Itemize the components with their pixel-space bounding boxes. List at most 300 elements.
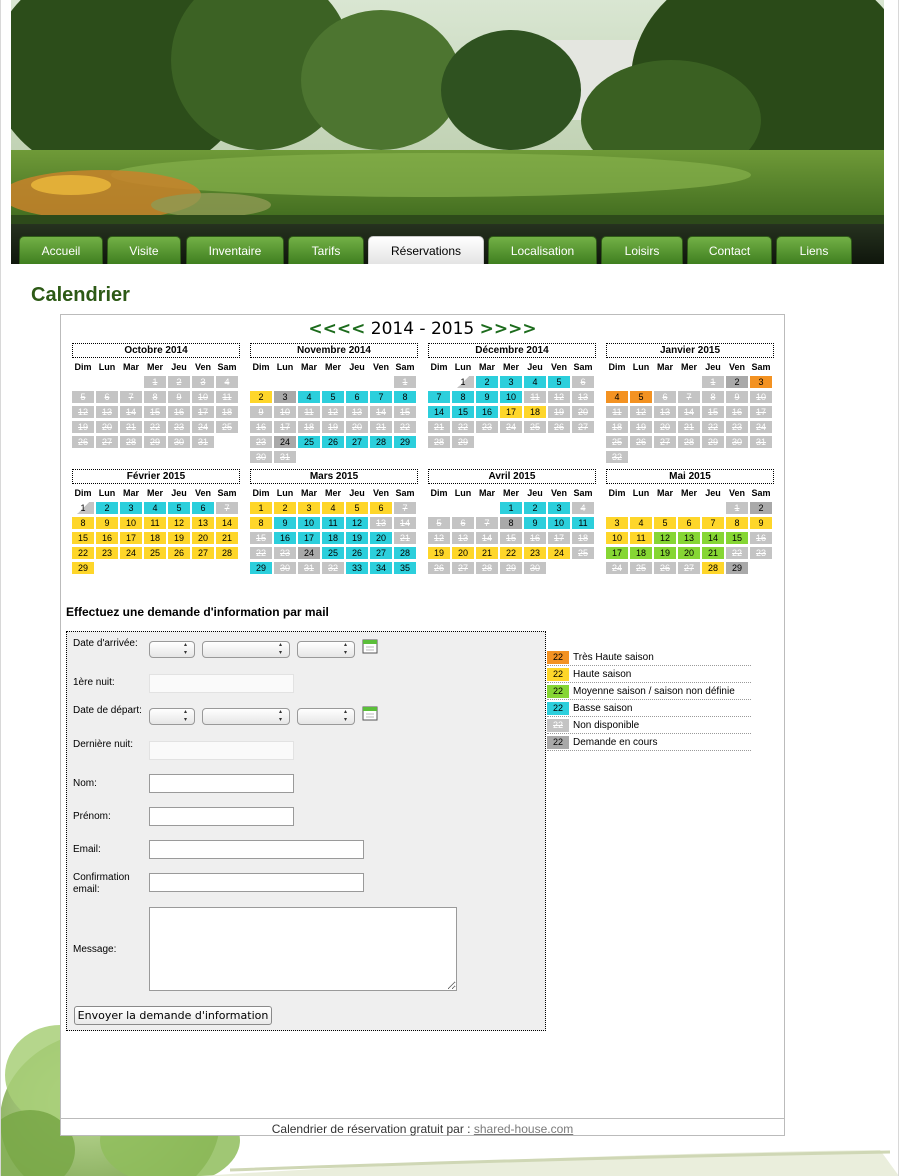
legend-label: Non disponible bbox=[573, 719, 640, 731]
day-cell[interactable]: 8 bbox=[144, 391, 166, 403]
day-cell[interactable]: 30 bbox=[524, 562, 546, 574]
day-cell[interactable]: 13 bbox=[192, 517, 214, 529]
weekday-header: Jeu bbox=[527, 488, 543, 498]
day-cell[interactable]: 10 bbox=[192, 391, 214, 403]
day-cell[interactable]: 29 bbox=[726, 562, 748, 574]
day-cell[interactable]: 4 bbox=[144, 502, 166, 514]
day-cell[interactable]: 2 bbox=[524, 502, 546, 514]
month-calendar bbox=[72, 469, 240, 574]
weekday-header: Dim bbox=[252, 488, 270, 498]
nav-tab-accueil[interactable]: Accueil bbox=[19, 236, 103, 264]
day-cell[interactable]: 3 bbox=[298, 502, 320, 514]
day-cell[interactable]: 13 bbox=[452, 532, 474, 544]
day-cell[interactable]: 8 bbox=[250, 517, 272, 529]
day-cell[interactable]: 19 bbox=[428, 547, 450, 559]
day-cell[interactable]: 6 bbox=[96, 391, 118, 403]
day-cell[interactable]: 1 bbox=[250, 502, 272, 514]
day-cell[interactable]: 27 bbox=[654, 436, 676, 448]
day-cell[interactable]: 16 bbox=[274, 532, 296, 544]
email-confirm-input[interactable] bbox=[149, 873, 364, 892]
day-cell[interactable]: 15 bbox=[452, 406, 474, 418]
weekday-header: Ven bbox=[728, 362, 745, 372]
day-cell[interactable]: 19 bbox=[346, 532, 368, 544]
day-cell[interactable]: 18 bbox=[630, 547, 652, 559]
day-cell[interactable]: 19 bbox=[630, 421, 652, 433]
departure-month-select[interactable] bbox=[202, 708, 290, 725]
day-cell[interactable]: 13 bbox=[654, 406, 676, 418]
day-cell[interactable]: 30 bbox=[274, 562, 296, 574]
day-cell[interactable]: 26 bbox=[428, 562, 450, 574]
email-input[interactable] bbox=[149, 840, 364, 859]
information-request-form bbox=[66, 631, 546, 1031]
day-cell[interactable]: 7 bbox=[476, 517, 498, 529]
day-cell[interactable]: 16 bbox=[476, 406, 498, 418]
day-cell[interactable]: 22 bbox=[72, 547, 94, 559]
day-cell[interactable]: 9 bbox=[726, 391, 748, 403]
day-cell[interactable]: 9 bbox=[750, 517, 772, 529]
arrival-year-select[interactable] bbox=[297, 641, 355, 658]
weekday-header: Sam bbox=[751, 488, 771, 498]
nav-tab-loisirs[interactable]: Loisirs bbox=[601, 236, 683, 264]
day-cell[interactable]: 13 bbox=[96, 406, 118, 418]
day-cell[interactable]: 9 bbox=[476, 391, 498, 403]
day-cell[interactable]: 1 bbox=[452, 376, 474, 388]
day-cell[interactable]: 5 bbox=[428, 517, 450, 529]
day-cell[interactable]: 20 bbox=[346, 421, 368, 433]
day-cell[interactable]: 15 bbox=[394, 406, 416, 418]
day-cell[interactable]: 6 bbox=[678, 517, 700, 529]
day-cell[interactable]: 7 bbox=[428, 391, 450, 403]
day-cell[interactable]: 25 bbox=[572, 547, 594, 559]
day-cell[interactable]: 26 bbox=[168, 547, 190, 559]
day-cell[interactable]: 3 bbox=[750, 376, 772, 388]
day-cell[interactable]: 1 bbox=[144, 376, 166, 388]
day-cell[interactable]: 5 bbox=[72, 391, 94, 403]
day-cell[interactable]: 4 bbox=[298, 391, 320, 403]
day-cell[interactable]: 16 bbox=[96, 532, 118, 544]
legend-swatch: 22 bbox=[547, 668, 569, 681]
day-cell[interactable]: 12 bbox=[428, 532, 450, 544]
day-cell[interactable]: 27 bbox=[370, 547, 392, 559]
month-calendar bbox=[72, 343, 240, 448]
day-cell[interactable]: 21 bbox=[394, 532, 416, 544]
day-cell[interactable]: 27 bbox=[346, 436, 368, 448]
day-cell[interactable]: 19 bbox=[654, 547, 676, 559]
day-cell[interactable]: 24 bbox=[298, 547, 320, 559]
day-cell[interactable]: 19 bbox=[322, 421, 344, 433]
day-cell[interactable]: 30 bbox=[726, 436, 748, 448]
legend-item bbox=[547, 700, 751, 717]
month-title: Mai 2015 bbox=[606, 469, 774, 484]
day-cell[interactable]: 5 bbox=[346, 502, 368, 514]
day-cell[interactable]: 16 bbox=[726, 406, 748, 418]
day-cell[interactable]: 10 bbox=[548, 517, 570, 529]
day-cell[interactable]: 27 bbox=[452, 562, 474, 574]
day-cell[interactable]: 13 bbox=[572, 391, 594, 403]
day-cell[interactable]: 1 bbox=[394, 376, 416, 388]
day-cell[interactable]: 16 bbox=[750, 532, 772, 544]
day-cell[interactable]: 4 bbox=[606, 391, 628, 403]
day-cell[interactable]: 29 bbox=[72, 562, 94, 574]
month-calendar bbox=[250, 469, 418, 574]
day-cell[interactable]: 11 bbox=[572, 517, 594, 529]
day-cell[interactable]: 10 bbox=[298, 517, 320, 529]
day-cell[interactable]: 6 bbox=[192, 502, 214, 514]
day-cell[interactable]: 18 bbox=[298, 421, 320, 433]
day-cell[interactable]: 29 bbox=[250, 562, 272, 574]
footer-link[interactable]: shared-house.com bbox=[473, 1122, 574, 1136]
day-cell[interactable]: 19 bbox=[548, 406, 570, 418]
day-cell[interactable]: 8 bbox=[702, 391, 724, 403]
day-cell[interactable]: 20 bbox=[96, 421, 118, 433]
legend-item bbox=[547, 666, 751, 683]
day-cell[interactable]: 12 bbox=[630, 406, 652, 418]
day-cell[interactable]: 11 bbox=[630, 532, 652, 544]
weekday-header: Mer bbox=[146, 488, 163, 498]
day-cell[interactable]: 18 bbox=[572, 532, 594, 544]
day-cell[interactable]: 6 bbox=[452, 517, 474, 529]
day-cell[interactable]: 13 bbox=[678, 532, 700, 544]
day-cell[interactable]: 22 bbox=[500, 547, 522, 559]
next-period-link[interactable]: >>>> bbox=[479, 319, 537, 339]
day-cell[interactable]: 6 bbox=[654, 391, 676, 403]
day-cell[interactable]: 11 bbox=[216, 391, 238, 403]
month-grid bbox=[250, 361, 418, 463]
day-cell[interactable]: 10 bbox=[274, 406, 296, 418]
day-cell[interactable]: 21 bbox=[428, 421, 450, 433]
day-cell[interactable]: 23 bbox=[476, 421, 498, 433]
day-cell[interactable]: 25 bbox=[322, 547, 344, 559]
message-label: Message: bbox=[73, 944, 117, 955]
day-cell[interactable]: 5 bbox=[168, 502, 190, 514]
day-cell[interactable]: 18 bbox=[144, 532, 166, 544]
day-cell[interactable]: 25 bbox=[630, 562, 652, 574]
day-cell[interactable]: 15 bbox=[144, 406, 166, 418]
day-cell[interactable]: 17 bbox=[606, 547, 628, 559]
nav-tab-liens[interactable]: Liens bbox=[776, 236, 852, 264]
calendar-picker-icon[interactable] bbox=[362, 705, 378, 721]
day-cell[interactable]: 2 bbox=[274, 502, 296, 514]
nav-tab-reservations[interactable]: Réservations bbox=[368, 236, 484, 264]
day-cell[interactable]: 10 bbox=[606, 532, 628, 544]
day-cell[interactable]: 1 bbox=[726, 502, 748, 514]
day-cell[interactable]: 23 bbox=[524, 547, 546, 559]
day-cell[interactable]: 20 bbox=[370, 532, 392, 544]
day-cell[interactable]: 4 bbox=[216, 376, 238, 388]
day-cell[interactable]: 2 bbox=[750, 502, 772, 514]
day-cell[interactable]: 31 bbox=[192, 436, 214, 448]
day-cell[interactable]: 15 bbox=[250, 532, 272, 544]
day-cell[interactable]: 20 bbox=[572, 406, 594, 418]
day-cell[interactable]: 6 bbox=[370, 502, 392, 514]
day-cell[interactable]: 4 bbox=[572, 502, 594, 514]
weekday-header: Dim bbox=[430, 362, 448, 372]
submit-request-button[interactable]: Envoyer la demande d'information bbox=[74, 1006, 272, 1025]
day-cell[interactable]: 17 bbox=[548, 532, 570, 544]
day-cell[interactable]: 10 bbox=[120, 517, 142, 529]
arrival-day-select[interactable] bbox=[149, 641, 195, 658]
day-cell[interactable]: 21 bbox=[370, 421, 392, 433]
day-cell[interactable]: 32 bbox=[606, 451, 628, 463]
day-cell[interactable]: 22 bbox=[726, 547, 748, 559]
day-cell[interactable]: 10 bbox=[500, 391, 522, 403]
day-cell[interactable]: 16 bbox=[168, 406, 190, 418]
day-cell[interactable]: 11 bbox=[524, 391, 546, 403]
day-cell[interactable]: 27 bbox=[96, 436, 118, 448]
day-cell[interactable]: 9 bbox=[168, 391, 190, 403]
day-cell[interactable]: 16 bbox=[250, 421, 272, 433]
day-cell[interactable]: 14 bbox=[370, 406, 392, 418]
day-cell[interactable]: 1 bbox=[500, 502, 522, 514]
day-cell[interactable]: 2 bbox=[476, 376, 498, 388]
day-cell[interactable]: 28 bbox=[216, 547, 238, 559]
day-cell[interactable]: 17 bbox=[192, 406, 214, 418]
day-cell[interactable]: 15 bbox=[72, 532, 94, 544]
day-cell[interactable]: 18 bbox=[216, 406, 238, 418]
day-cell[interactable]: 20 bbox=[192, 532, 214, 544]
nav-tab-contact[interactable]: Contact bbox=[687, 236, 772, 264]
day-cell[interactable]: 11 bbox=[322, 517, 344, 529]
day-cell[interactable]: 28 bbox=[678, 436, 700, 448]
day-cell[interactable]: 23 bbox=[168, 421, 190, 433]
firstname-input[interactable] bbox=[149, 807, 294, 826]
day-cell[interactable]: 26 bbox=[654, 562, 676, 574]
day-cell[interactable]: 17 bbox=[298, 532, 320, 544]
day-cell[interactable]: 24 bbox=[500, 421, 522, 433]
day-cell[interactable]: 14 bbox=[702, 532, 724, 544]
day-cell[interactable]: 25 bbox=[144, 547, 166, 559]
day-cell[interactable]: 12 bbox=[548, 391, 570, 403]
day-cell[interactable]: 34 bbox=[370, 562, 392, 574]
day-cell[interactable]: 2 bbox=[726, 376, 748, 388]
day-cell[interactable]: 18 bbox=[322, 532, 344, 544]
day-cell[interactable]: 19 bbox=[72, 421, 94, 433]
day-cell[interactable]: 12 bbox=[346, 517, 368, 529]
day-cell[interactable]: 23 bbox=[726, 421, 748, 433]
day-cell[interactable]: 25 bbox=[216, 421, 238, 433]
day-cell[interactable]: 31 bbox=[750, 436, 772, 448]
day-cell[interactable]: 14 bbox=[216, 517, 238, 529]
day-cell[interactable]: 5 bbox=[322, 391, 344, 403]
day-cell[interactable]: 18 bbox=[606, 421, 628, 433]
day-cell[interactable]: 8 bbox=[500, 517, 522, 529]
day-cell[interactable]: 3 bbox=[120, 502, 142, 514]
day-cell[interactable]: 14 bbox=[394, 517, 416, 529]
day-cell[interactable]: 15 bbox=[702, 406, 724, 418]
day-cell[interactable]: 24 bbox=[192, 421, 214, 433]
day-cell[interactable]: 12 bbox=[168, 517, 190, 529]
day-cell[interactable]: 27 bbox=[678, 562, 700, 574]
month-title: Janvier 2015 bbox=[606, 343, 774, 358]
day-cell[interactable]: 7 bbox=[678, 391, 700, 403]
day-cell[interactable]: 21 bbox=[120, 421, 142, 433]
day-cell[interactable]: 21 bbox=[216, 532, 238, 544]
day-cell[interactable]: 20 bbox=[654, 421, 676, 433]
day-cell[interactable]: 4 bbox=[524, 376, 546, 388]
day-cell[interactable]: 18 bbox=[524, 406, 546, 418]
legend-label: Demande en cours bbox=[573, 736, 658, 748]
day-cell[interactable]: 2 bbox=[168, 376, 190, 388]
day-cell[interactable]: 28 bbox=[428, 436, 450, 448]
day-cell[interactable]: 28 bbox=[370, 436, 392, 448]
day-cell[interactable]: 2 bbox=[250, 391, 272, 403]
day-cell[interactable]: 4 bbox=[322, 502, 344, 514]
calendar-picker-icon[interactable] bbox=[362, 638, 378, 654]
day-cell[interactable]: 8 bbox=[394, 391, 416, 403]
day-cell[interactable]: 5 bbox=[548, 376, 570, 388]
day-cell[interactable]: 26 bbox=[346, 547, 368, 559]
day-cell[interactable]: 26 bbox=[630, 436, 652, 448]
day-cell[interactable]: 3 bbox=[192, 376, 214, 388]
day-cell[interactable]: 20 bbox=[452, 547, 474, 559]
day-cell[interactable]: 22 bbox=[394, 421, 416, 433]
departure-day-select[interactable] bbox=[149, 708, 195, 725]
day-cell[interactable]: 7 bbox=[394, 502, 416, 514]
day-cell[interactable]: 13 bbox=[346, 406, 368, 418]
day-cell[interactable]: 26 bbox=[548, 421, 570, 433]
legend-swatch: 22 bbox=[547, 651, 569, 664]
nav-tab-tarifs[interactable]: Tarifs bbox=[288, 236, 364, 264]
weekday-header: Mar bbox=[478, 488, 495, 498]
day-cell[interactable]: 28 bbox=[120, 436, 142, 448]
day-cell[interactable]: 32 bbox=[322, 562, 344, 574]
day-cell[interactable]: 12 bbox=[322, 406, 344, 418]
day-cell[interactable]: 14 bbox=[476, 532, 498, 544]
day-cell[interactable]: 17 bbox=[274, 421, 296, 433]
day-cell[interactable]: 8 bbox=[726, 517, 748, 529]
day-cell[interactable]: 31 bbox=[298, 562, 320, 574]
day-cell[interactable]: 23 bbox=[96, 547, 118, 559]
day-cell[interactable]: 25 bbox=[606, 436, 628, 448]
day-cell[interactable]: 12 bbox=[654, 532, 676, 544]
day-cell[interactable]: 28 bbox=[702, 562, 724, 574]
day-cell[interactable]: 2 bbox=[96, 502, 118, 514]
day-cell[interactable]: 29 bbox=[702, 436, 724, 448]
day-cell[interactable]: 21 bbox=[678, 421, 700, 433]
day-cell[interactable]: 5 bbox=[630, 391, 652, 403]
day-cell[interactable]: 9 bbox=[274, 517, 296, 529]
day-cell[interactable]: 28 bbox=[394, 547, 416, 559]
day-cell[interactable]: 1 bbox=[72, 502, 94, 514]
day-cell[interactable]: 23 bbox=[250, 436, 272, 448]
day-cell[interactable]: 29 bbox=[144, 436, 166, 448]
day-cell[interactable]: 21 bbox=[702, 547, 724, 559]
day-cell[interactable]: 6 bbox=[572, 376, 594, 388]
name-input[interactable] bbox=[149, 774, 294, 793]
day-cell[interactable]: 14 bbox=[678, 406, 700, 418]
day-cell[interactable]: 30 bbox=[168, 436, 190, 448]
day-cell[interactable]: 25 bbox=[298, 436, 320, 448]
day-cell[interactable]: 3 bbox=[548, 502, 570, 514]
day-cell[interactable]: 25 bbox=[524, 421, 546, 433]
day-cell[interactable]: 22 bbox=[144, 421, 166, 433]
day-cell[interactable]: 20 bbox=[678, 547, 700, 559]
previous-period-link[interactable]: <<<< bbox=[308, 319, 366, 339]
departure-year-select[interactable] bbox=[297, 708, 355, 725]
day-cell[interactable]: 7 bbox=[216, 502, 238, 514]
day-cell[interactable]: 3 bbox=[500, 376, 522, 388]
day-cell[interactable]: 23 bbox=[750, 547, 772, 559]
nav-tab-visite[interactable]: Visite bbox=[107, 236, 181, 264]
empty-day-cell bbox=[298, 376, 320, 388]
day-cell[interactable]: 23 bbox=[274, 547, 296, 559]
day-cell[interactable]: 10 bbox=[750, 391, 772, 403]
nav-tab-localisation[interactable]: Localisation bbox=[488, 236, 597, 264]
nav-tab-inventaire[interactable]: Inventaire bbox=[186, 236, 284, 264]
day-cell[interactable]: 8 bbox=[452, 391, 474, 403]
day-cell[interactable]: 29 bbox=[452, 436, 474, 448]
day-cell[interactable]: 7 bbox=[120, 391, 142, 403]
day-cell[interactable]: 26 bbox=[72, 436, 94, 448]
day-cell[interactable]: 14 bbox=[428, 406, 450, 418]
day-cell[interactable]: 6 bbox=[346, 391, 368, 403]
day-cell[interactable]: 30 bbox=[250, 451, 272, 463]
day-cell[interactable]: 33 bbox=[346, 562, 368, 574]
day-cell[interactable]: 9 bbox=[96, 517, 118, 529]
day-cell[interactable]: 28 bbox=[476, 562, 498, 574]
day-cell[interactable]: 3 bbox=[606, 517, 628, 529]
day-cell[interactable]: 21 bbox=[476, 547, 498, 559]
day-cell[interactable]: 24 bbox=[606, 562, 628, 574]
day-cell[interactable]: 9 bbox=[250, 406, 272, 418]
day-cell[interactable]: 13 bbox=[370, 517, 392, 529]
day-cell[interactable]: 1 bbox=[702, 376, 724, 388]
day-cell[interactable]: 14 bbox=[120, 406, 142, 418]
day-cell[interactable]: 26 bbox=[322, 436, 344, 448]
arrival-month-select[interactable] bbox=[202, 641, 290, 658]
weekday-header: Jeu bbox=[705, 362, 721, 372]
day-cell[interactable]: 27 bbox=[192, 547, 214, 559]
day-cell[interactable]: 22 bbox=[702, 421, 724, 433]
day-cell[interactable]: 3 bbox=[274, 391, 296, 403]
day-cell[interactable]: 7 bbox=[370, 391, 392, 403]
day-cell[interactable]: 24 bbox=[120, 547, 142, 559]
day-cell[interactable]: 7 bbox=[702, 517, 724, 529]
day-cell[interactable]: 5 bbox=[654, 517, 676, 529]
day-cell[interactable]: 31 bbox=[274, 451, 296, 463]
weekday-header: Jeu bbox=[171, 362, 187, 372]
day-cell[interactable]: 4 bbox=[630, 517, 652, 529]
day-cell[interactable]: 22 bbox=[250, 547, 272, 559]
day-cell[interactable]: 17 bbox=[750, 406, 772, 418]
weekday-header: Dim bbox=[608, 362, 626, 372]
day-cell[interactable]: 29 bbox=[500, 562, 522, 574]
first-night-field bbox=[149, 674, 294, 693]
empty-day-cell bbox=[120, 376, 142, 388]
day-cell[interactable]: 27 bbox=[572, 421, 594, 433]
day-cell[interactable]: 11 bbox=[144, 517, 166, 529]
day-cell[interactable]: 8 bbox=[72, 517, 94, 529]
day-cell[interactable]: 17 bbox=[120, 532, 142, 544]
day-cell[interactable]: 22 bbox=[452, 421, 474, 433]
day-cell[interactable]: 12 bbox=[72, 406, 94, 418]
day-cell[interactable]: 24 bbox=[274, 436, 296, 448]
day-cell[interactable]: 19 bbox=[168, 532, 190, 544]
day-cell[interactable]: 11 bbox=[298, 406, 320, 418]
day-cell[interactable]: 17 bbox=[500, 406, 522, 418]
day-cell[interactable]: 24 bbox=[548, 547, 570, 559]
day-cell[interactable]: 15 bbox=[726, 532, 748, 544]
day-cell[interactable]: 29 bbox=[394, 436, 416, 448]
day-cell[interactable]: 35 bbox=[394, 562, 416, 574]
message-textarea[interactable] bbox=[149, 907, 457, 991]
day-cell[interactable]: 16 bbox=[524, 532, 546, 544]
day-cell[interactable]: 9 bbox=[524, 517, 546, 529]
day-cell[interactable]: 24 bbox=[750, 421, 772, 433]
day-cell[interactable]: 11 bbox=[606, 406, 628, 418]
month-title: Octobre 2014 bbox=[72, 343, 240, 358]
day-cell[interactable]: 15 bbox=[500, 532, 522, 544]
